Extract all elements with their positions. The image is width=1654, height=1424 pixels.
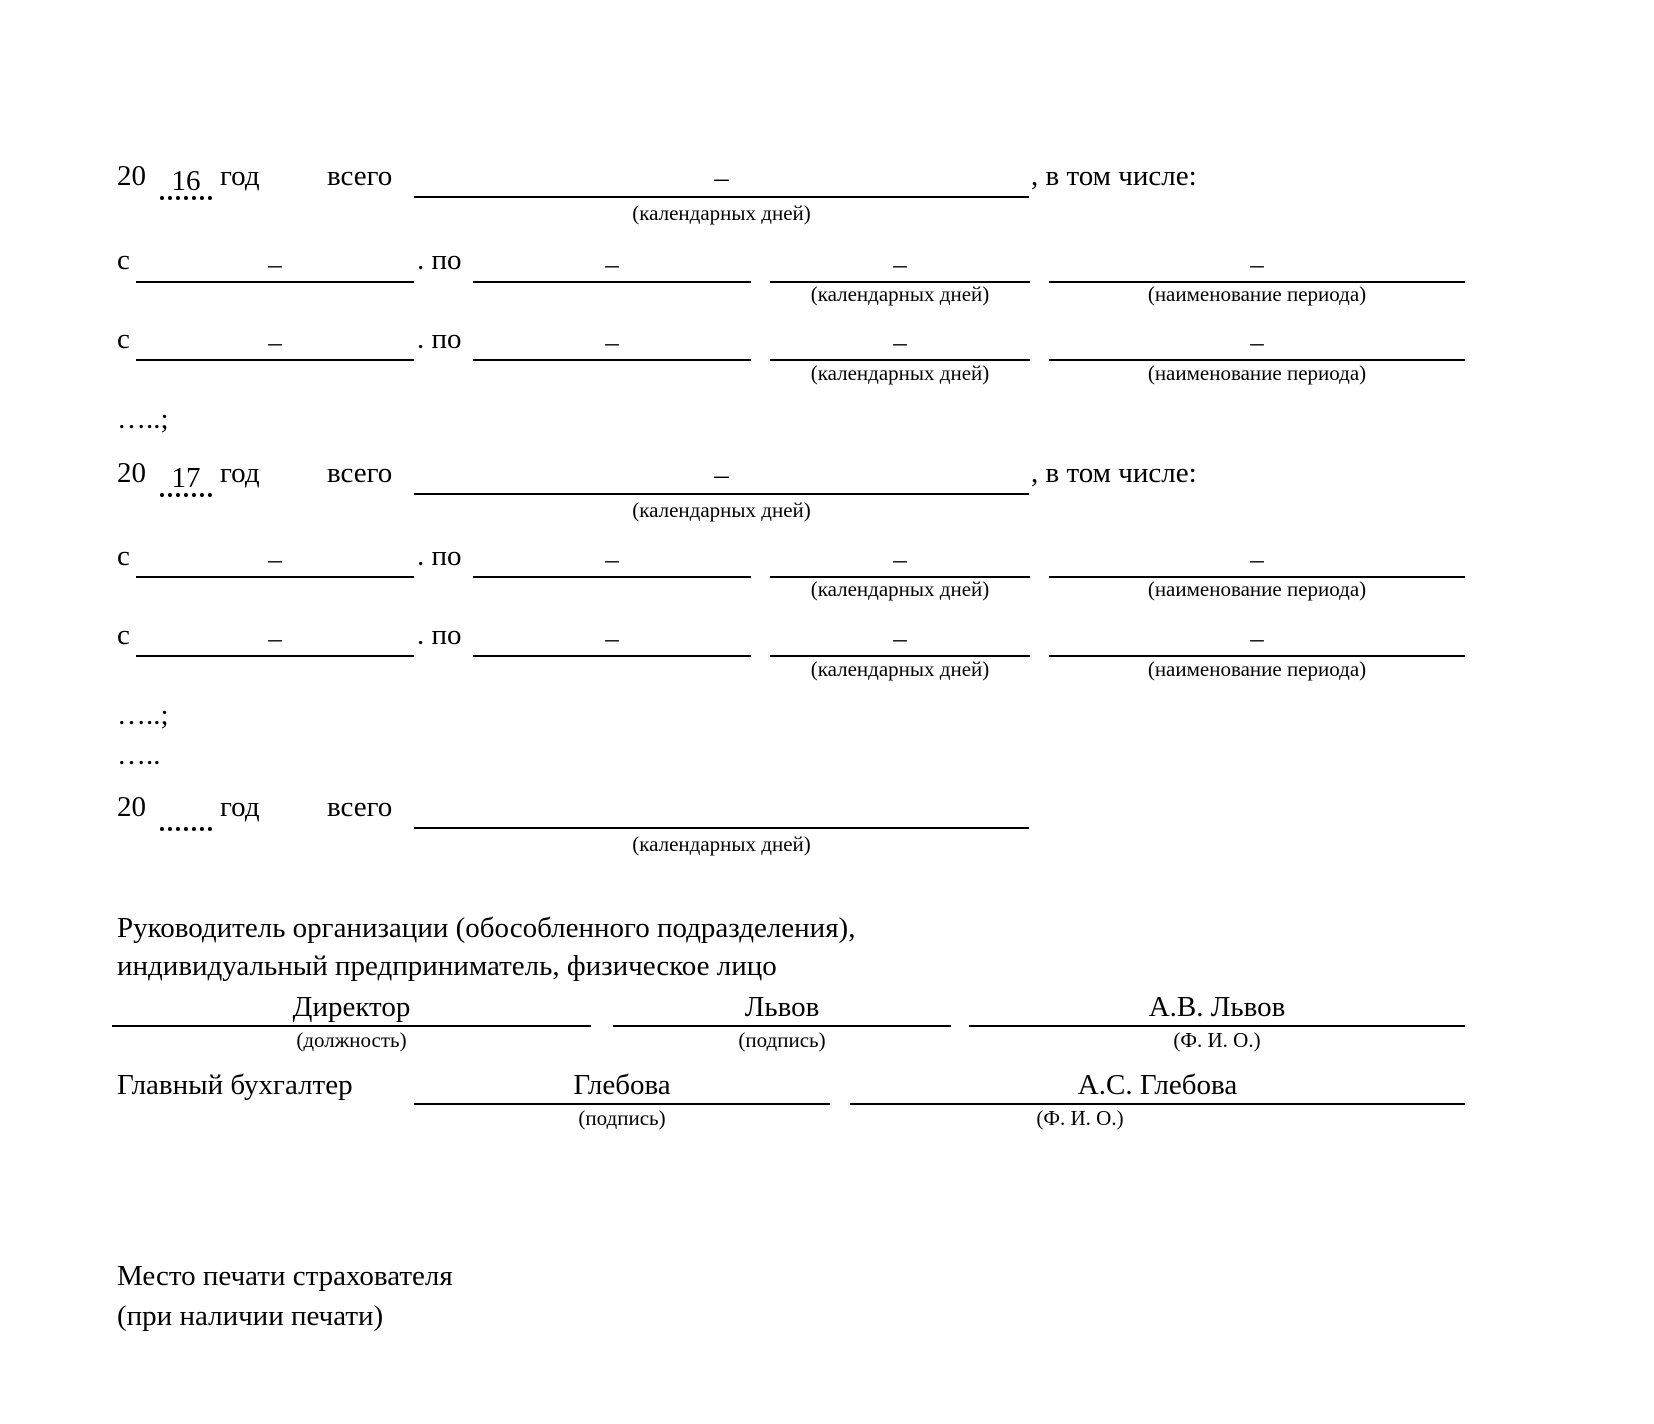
accountant-fio-caption: (Ф. И. О.) <box>1036 1106 1124 1130</box>
period-name-field[interactable] <box>1049 249 1465 283</box>
period-from-field[interactable] <box>136 327 414 361</box>
period-from-value: – <box>268 544 282 574</box>
period-days-value: – <box>893 249 907 279</box>
period-from-field[interactable] <box>136 623 414 657</box>
period-days-field[interactable] <box>770 327 1030 361</box>
period-to-label: . по <box>417 323 462 355</box>
period-days-field[interactable] <box>770 544 1030 578</box>
period-to-label: . по <box>417 540 462 572</box>
period-days-value: – <box>893 544 907 574</box>
period-from-label: с <box>117 244 130 276</box>
head-signature-value: Львов <box>744 991 820 1023</box>
accountant-signature-caption: (подпись) <box>578 1106 666 1130</box>
period-name-value: – <box>1250 623 1264 653</box>
total-days-field[interactable] <box>414 164 1029 198</box>
year-god-label: год <box>220 791 260 823</box>
period-from-label: с <box>117 619 130 651</box>
head-position-field[interactable] <box>112 993 591 1027</box>
period-days-caption: (календарных дней) <box>810 657 990 681</box>
period-to-field[interactable] <box>473 623 751 657</box>
period-to-value: – <box>605 544 619 574</box>
ellipsis-more: ….. <box>117 739 161 771</box>
period-name-caption: (наименование периода) <box>1147 577 1367 601</box>
accountant-fio-value: А.С. Глебова <box>1077 1069 1238 1101</box>
year-prefix: 20 <box>117 791 146 823</box>
year-field[interactable] <box>160 166 212 200</box>
period-name-field[interactable] <box>1049 623 1465 657</box>
head-position-value: Директор <box>292 991 411 1023</box>
head-fio-caption: (Ф. И. О.) <box>1173 1028 1261 1052</box>
period-name-field[interactable] <box>1049 544 1465 578</box>
period-from-field[interactable] <box>136 544 414 578</box>
period-to-value: – <box>605 249 619 279</box>
head-signature-field[interactable] <box>613 993 951 1027</box>
period-days-value: – <box>893 327 907 357</box>
period-to-label: . по <box>417 244 462 276</box>
year-prefix: 20 <box>117 160 146 192</box>
period-from-label: с <box>117 323 130 355</box>
period-name-value: – <box>1250 249 1264 279</box>
total-label: всего <box>327 457 393 489</box>
year-field[interactable] <box>160 463 212 497</box>
period-days-caption: (календарных дней) <box>810 577 990 601</box>
total-days-field[interactable] <box>414 461 1029 495</box>
period-from-value: – <box>268 327 282 357</box>
total-label: всего <box>327 160 393 192</box>
accountant-label: Главный бухгалтер <box>117 1069 353 1101</box>
head-position-caption: (должность) <box>296 1028 407 1052</box>
period-to-field[interactable] <box>473 544 751 578</box>
period-name-value: – <box>1250 327 1264 357</box>
year-field[interactable] <box>160 797 212 831</box>
accountant-fio-field[interactable] <box>850 1071 1465 1105</box>
year-prefix: 20 <box>117 457 146 489</box>
head-fio-value: А.В. Львов <box>1148 991 1286 1023</box>
period-days-field[interactable] <box>770 249 1030 283</box>
total-days-value: – <box>714 459 729 491</box>
period-from-value: – <box>268 249 282 279</box>
period-from-field[interactable] <box>136 249 414 283</box>
head-label-line2: индивидуальный предприниматель, физическое лицо <box>117 950 777 982</box>
year-god-label: год <box>220 160 260 192</box>
including-label: , в том числе: <box>1031 457 1197 489</box>
total-days-caption: (календарных дней) <box>632 201 811 225</box>
stamp-label-line1: Место печати страхователя <box>117 1260 453 1292</box>
period-name-caption: (наименование периода) <box>1147 361 1367 385</box>
period-to-value: – <box>605 327 619 357</box>
head-signature-caption: (подпись) <box>738 1028 826 1052</box>
accountant-signature-field[interactable] <box>414 1071 830 1105</box>
period-to-label: . по <box>417 619 462 651</box>
head-fio-field[interactable] <box>969 993 1465 1027</box>
period-days-caption: (календарных дней) <box>810 361 990 385</box>
year-god-label: год <box>220 457 260 489</box>
including-label: , в том числе: <box>1031 160 1197 192</box>
period-name-caption: (наименование периода) <box>1147 657 1367 681</box>
total-days-caption: (календарных дней) <box>632 832 811 856</box>
period-days-value: – <box>893 623 907 653</box>
total-days-caption: (календарных дней) <box>632 498 811 522</box>
period-from-label: с <box>117 540 130 572</box>
accountant-signature-value: Глебова <box>573 1069 671 1101</box>
period-to-value: – <box>605 623 619 653</box>
stamp-label-line2: (при наличии печати) <box>117 1300 384 1332</box>
period-from-value: – <box>268 623 282 653</box>
period-days-caption: (календарных дней) <box>810 282 990 306</box>
period-name-caption: (наименование периода) <box>1147 282 1367 306</box>
total-days-field[interactable] <box>414 795 1029 829</box>
total-days-value: – <box>714 162 729 194</box>
ellipsis: …..; <box>117 403 169 435</box>
head-label-line1: Руководитель организации (обособленного подразделения), <box>117 912 856 944</box>
year-value: 17 <box>171 462 201 494</box>
period-name-field[interactable] <box>1049 327 1465 361</box>
period-name-value: – <box>1250 544 1264 574</box>
period-days-field[interactable] <box>770 623 1030 657</box>
period-to-field[interactable] <box>473 327 751 361</box>
year-value: 16 <box>171 165 201 197</box>
period-to-field[interactable] <box>473 249 751 283</box>
total-label: всего <box>327 791 393 823</box>
ellipsis: …..; <box>117 699 169 731</box>
